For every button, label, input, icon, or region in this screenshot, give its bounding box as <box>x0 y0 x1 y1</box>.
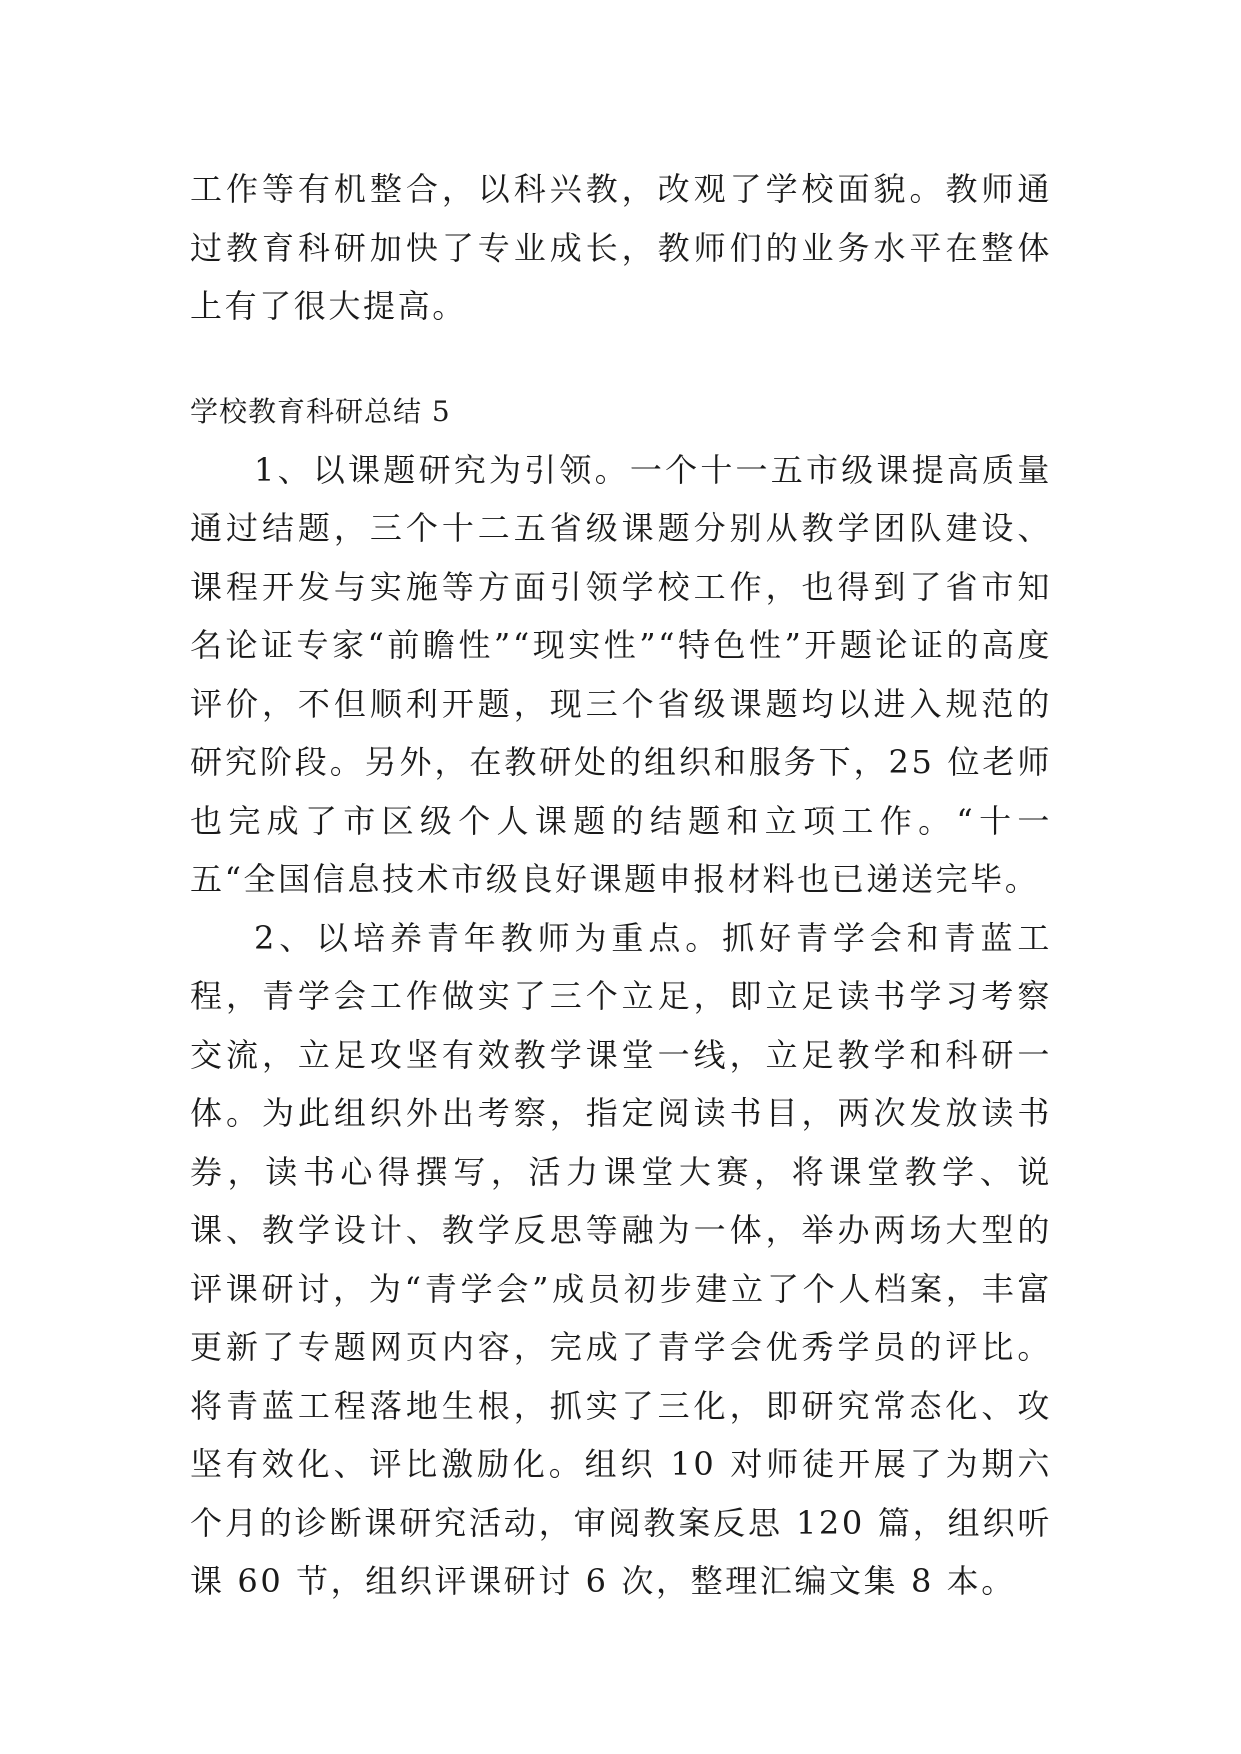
paragraph-1: 1、以课题研究为引领。一个十一五市级课提高质量通过结题，三个十二五省级课题分别从教学团队建设、课程开发与实施等方面引领学校工作，也得到了省市知名论证专家“前瞻性”“现实性”“特色性”开题论证的高度评价，不但顺利开题，现三个省级课题均以进入规范的研究阶段。另外，在教研处的组织和服务下，25 位老师也完成了市区级个人课题的结题和立项工作。“十一五“全国信息技术市级良好课题申报材料也已递送完毕。 <box>190 450 1052 898</box>
paragraph-continued: 工作等有机整合，以科兴教，改观了学校面貌。教师通过教育科研加快了专业成长，教师们的业务水平在整体上有了很大提高。 <box>190 170 1052 325</box>
document-body <box>190 160 1052 1611</box>
section-title: 学校教育科研总结 5 <box>190 394 451 428</box>
paragraph-2: 2、以培养青年教师为重点。抓好青学会和青蓝工程，青学会工作做实了三个立足，即立足读书学习考察交流，立足攻坚有效教学课堂一线，立足教学和科研一体。为此组织外出考察，指定阅读书目，两次发放读书券，读书心得撰写，活力课堂大赛，将课堂教学、说课、教学设计、教学反思等融为一体，举办两场大型的评课研讨，为“青学会”成员初步建立了个人档案，丰富更新了专题网页内容，完成了青学会优秀学员的评比。将青蓝工程落地生根，抓实了三化，即研究常态化、攻坚有效化、评比激励化。组织 10 对师徒开展了为期六个月的诊断课研究活动，审阅教案反思 120 篇，组织听课 60 节，组织评课研讨 6 次，整理汇编文集 8 本。 <box>190 918 1052 1600</box>
